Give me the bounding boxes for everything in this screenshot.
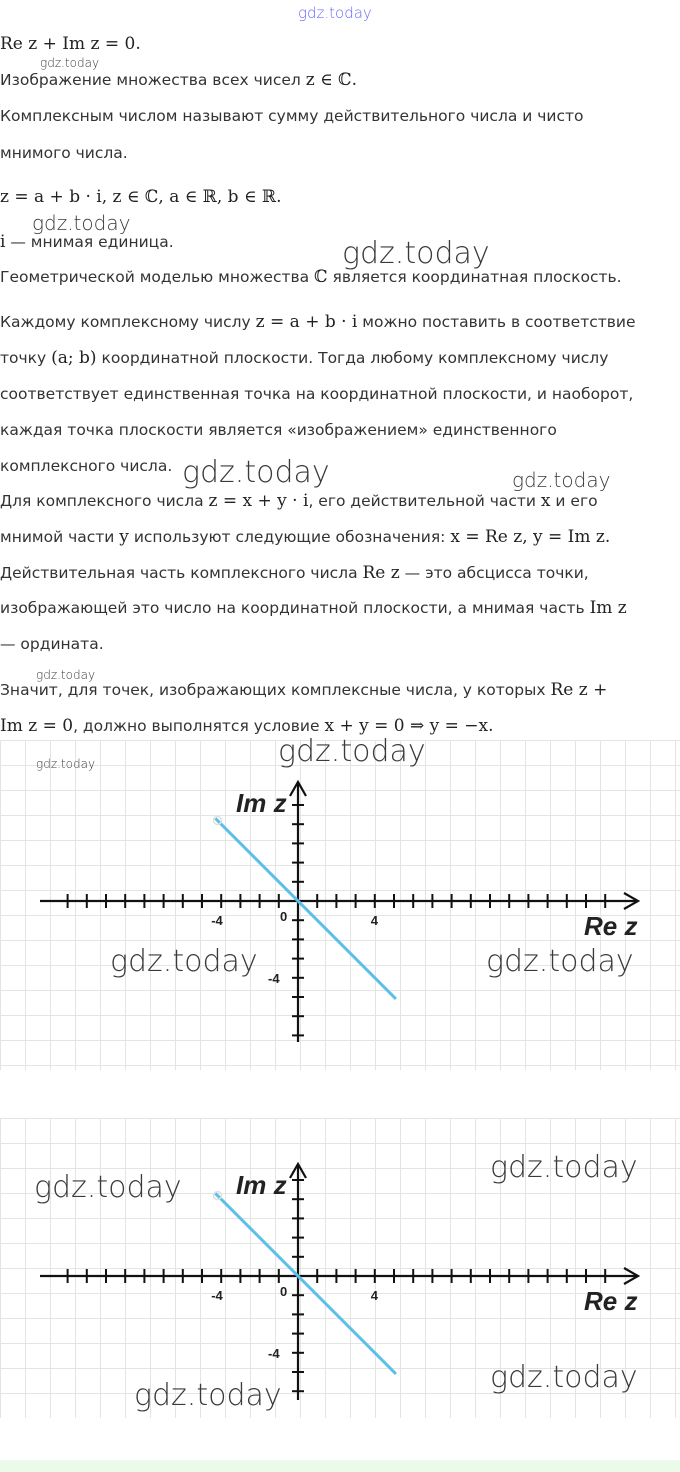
text-line-2 [0,70,680,90]
series-line-y-equals-minus-x [215,1193,395,1373]
text-fragment: , должно выполнятся условие [73,717,325,735]
x-tick-label: -4 [211,1288,223,1303]
text-line-5 [0,187,680,207]
origin-label: 0 [280,909,288,924]
x-axis-label: Re z [584,1286,638,1316]
text-line-11 [0,420,680,440]
text-line-13 [0,491,680,511]
y-tick-label: -4 [268,1345,280,1361]
watermark: gdz.today [40,56,100,70]
y-tick-label: -4 [268,970,280,986]
text-fragment: Геометрической моделью множества [0,268,315,286]
watermark: gdz.today [486,944,634,979]
math-expression: x = Re z, y = Im z. [450,527,611,547]
math-expression: Im z [589,598,627,618]
text-line-8 [0,312,680,332]
text-fragment: Для комплексного числа [0,492,209,510]
math-expression: Re z + Im z = 0. [0,34,141,54]
x-tick-label: 4 [370,913,379,928]
math-expression: z = x + y · i [208,491,309,511]
math-expression: z = a + b · i [255,312,358,332]
math-expression: y [119,527,129,547]
math-expression: x [540,491,551,511]
text-fragment: является координатная плоскость. [327,268,622,286]
text-fragment: Изображение множества всех чисел [0,71,306,89]
text-line-14 [0,527,680,547]
watermark: gdz.today [34,1170,182,1205]
watermark: gdz.today [32,211,131,235]
text-fragment: координатной плоскости. Тогда любому комплексному числу [96,349,609,367]
text-fragment: каждая точка плоскости является «изображением» единственного [0,421,557,439]
text-fragment: — ордината. [0,635,104,653]
text-fragment: точку [0,349,52,367]
text-line-10 [0,384,680,404]
text-line-7 [0,267,680,287]
text-fragment: соответствует единственная точка на координатной плоскости, и наоборот, [0,385,634,403]
math-expression: z ∈ ℂ. [305,70,358,90]
math-expression: Re z + [550,680,608,700]
watermark: gdz.today [490,1360,638,1395]
watermark: gdz.today [512,468,611,492]
text-fragment: комплексного числа. [0,457,173,475]
watermark: gdz.today [36,668,96,682]
watermark: gdz.today [298,4,372,22]
text-line-9 [0,348,680,368]
watermark: gdz.today [278,734,426,769]
math-expression: x + y = 0 ⇒ y = −x. [324,716,494,736]
origin-label: 0 [280,1284,288,1299]
watermark: gdz.today [342,236,490,271]
math-expression: Im z = 0 [0,716,74,736]
text-fragment: , его действительной части [308,492,541,510]
text-line-19 [0,716,680,736]
text-line-4 [0,143,680,163]
math-expression: Re z [362,563,400,583]
bottom-bar [0,1460,680,1472]
math-expression: ℂ [314,267,328,287]
y-axis-label: Im z [236,788,287,818]
x-tick-label: 4 [370,1288,379,1303]
text-line-1 [0,34,680,54]
text-fragment: Значит, для точек, изображающих комплексные числа, у которых [0,681,551,699]
coordinate-plane-1 [0,740,680,1070]
text-line-16 [0,598,680,618]
text-fragment: Комплексным числом называют сумму действительного числа и чисто [0,107,584,125]
text-fragment: Каждому комплексному числу [0,313,256,331]
watermark: gdz.today [110,944,258,979]
text-fragment: используют следующие обозначения: [128,528,451,546]
x-tick-label: -4 [211,913,223,928]
text-fragment: изображающей это число на координатной плоскости, а мнимая часть [0,599,590,617]
x-axis-label: Re z [584,911,638,941]
math-expression: i [0,232,6,252]
watermark: gdz.today [36,757,96,771]
y-axis-label: Im z [236,1170,287,1200]
text-line-6 [0,232,680,252]
graph-panel-1 [0,740,680,1070]
text-fragment: и его [550,492,598,510]
text-line-3 [0,106,680,126]
text-line-15 [0,563,680,583]
text-fragment: — мнимая единица. [5,233,174,251]
text-line-17 [0,634,680,654]
math-expression: (a; b) [51,348,97,368]
text-fragment: можно поставить в соответствие [357,313,636,331]
watermark: gdz.today [490,1150,638,1185]
text-fragment: мнимой части [0,528,120,546]
text-fragment: — это абсцисса точки, [399,564,589,582]
watermark: gdz.today [134,1378,282,1413]
watermark: gdz.today [182,455,330,490]
math-expression: z = a + b · i, z ∈ ℂ, a ∈ ℝ, b ∈ ℝ. [0,187,282,207]
text-line-18 [0,680,680,700]
text-fragment: Действительная часть комплексного числа [0,564,363,582]
text-fragment: мнимого числа. [0,144,128,162]
